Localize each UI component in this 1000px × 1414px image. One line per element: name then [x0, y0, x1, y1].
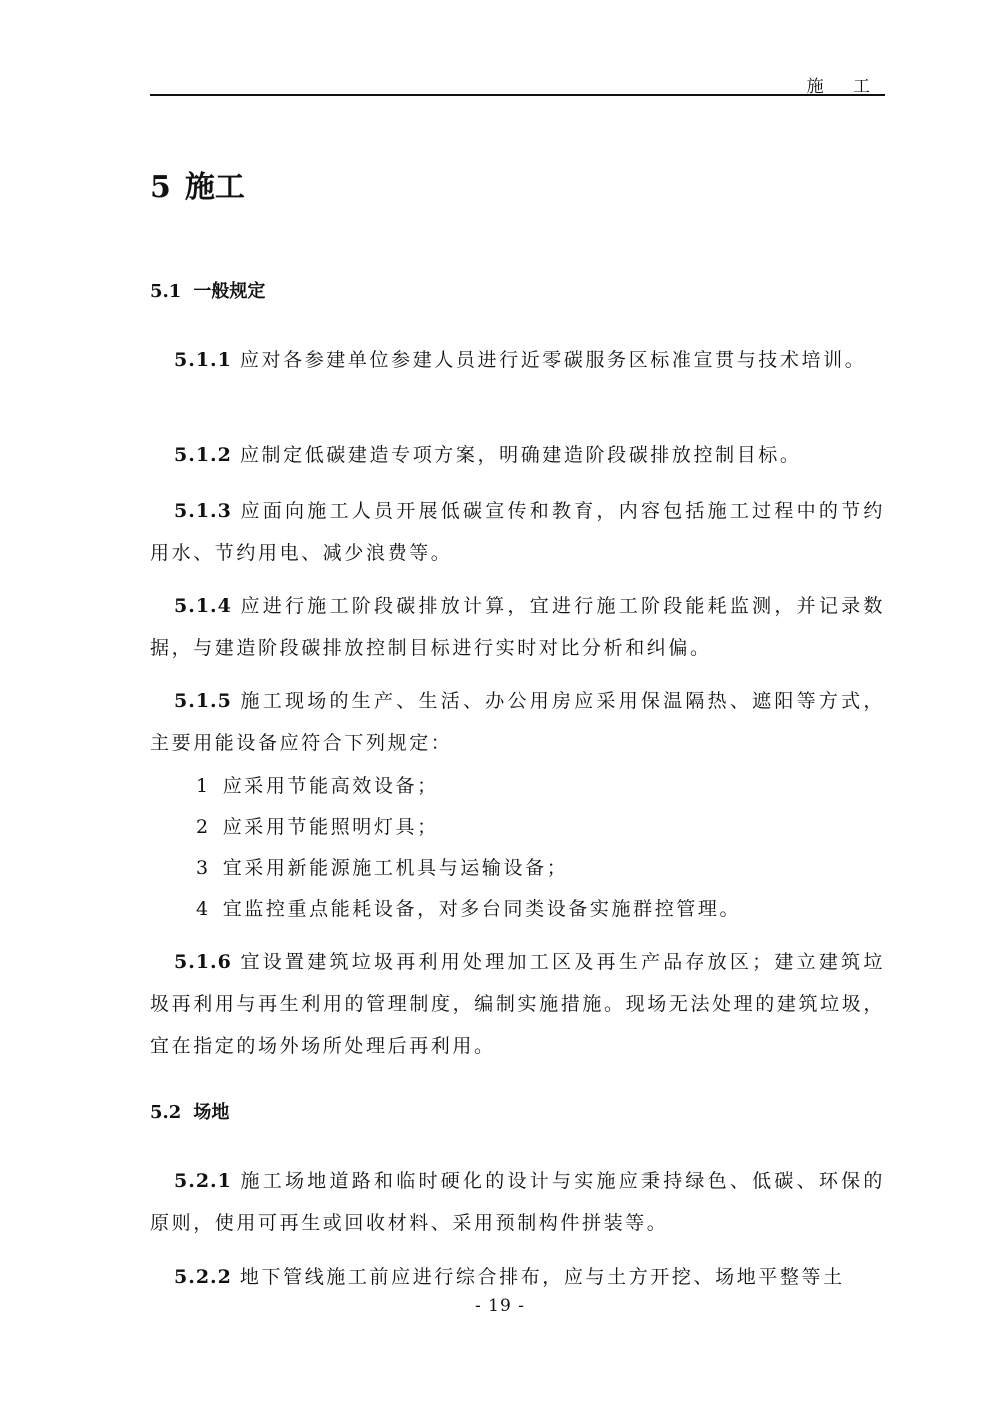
clause-text: 施工现场的生产、生活、办公用房应采用保温隔热、遮阳等方式，主要用能设备应符合下列规定：: [150, 690, 885, 754]
clause-number: 5.1.4: [174, 595, 232, 617]
clause-5-2-2: [150, 1256, 885, 1298]
list-item: [196, 765, 439, 807]
running-header: 施 工: [806, 77, 882, 97]
section-number: 5.1: [150, 281, 182, 302]
list-item-number: 4: [196, 898, 211, 920]
list-item-text: 应采用节能照明灯具；: [222, 816, 439, 838]
list-item-text: 宜监控重点能耗设备，对多台同类设备实施群控管理。: [222, 898, 742, 920]
clause-text: 应面向施工人员开展低碳宣传和教育，内容包括施工过程中的节约用水、节约用电、减少浪费等。: [150, 500, 885, 564]
clause-number: 5.1.1: [174, 349, 232, 371]
clause-5-1-2: [150, 434, 885, 476]
clause-text: 地下管线施工前应进行综合排布，应与土方开挖、场地平整等土: [239, 1266, 845, 1288]
clause-5-1-6: [150, 941, 885, 1067]
section-title-5-2: [150, 1098, 229, 1128]
chapter-title: [150, 166, 245, 210]
list-item: [196, 847, 568, 889]
clause-5-1-4: [150, 585, 885, 669]
clause-text: 应进行施工阶段碳排放计算，宜进行施工阶段能耗监测，并记录数据，与建造阶段碳排放控制目标进行实时对比分析和纠偏。: [150, 595, 885, 659]
clause-number: 5.1.6: [174, 951, 232, 973]
section-title-5-1: [150, 277, 265, 307]
clause-5-1-1: [150, 339, 885, 381]
clause-text: 施工场地道路和临时硬化的设计与实施应秉持绿色、低碳、环保的原则，使用可再生或回收材料、采用预制构件拼装等。: [150, 1170, 885, 1234]
section-title-text: 一般规定: [193, 281, 266, 302]
chapter-number: 5: [150, 170, 171, 205]
clause-number: 5.2.2: [174, 1266, 232, 1288]
header-rule: [150, 94, 885, 96]
list-item-text: 应采用节能高效设备；: [222, 775, 439, 797]
list-item-number: 2: [196, 816, 211, 838]
chapter-title-text: 施工: [184, 170, 245, 205]
section-title-text: 场地: [193, 1102, 230, 1123]
list-item: [196, 806, 439, 848]
clause-5-2-1: [150, 1160, 885, 1244]
list-item-number: 1: [196, 775, 211, 797]
page-number: - 19 -: [475, 1296, 525, 1316]
clause-5-1-5: [150, 680, 885, 764]
list-item: [196, 888, 741, 930]
clause-number: 5.1.5: [174, 690, 232, 712]
clause-text: 应对各参建单位参建人员进行近零碳服务区标准宣贯与技术培训。: [239, 349, 867, 371]
clause-number: 5.1.3: [174, 500, 232, 522]
clause-5-1-3: [150, 490, 885, 574]
clause-number: 5.1.2: [174, 444, 232, 466]
clause-text: 应制定低碳建造专项方案，明确建造阶段碳排放控制目标。: [239, 444, 802, 466]
clause-text: 宜设置建筑垃圾再利用处理加工区及再生产品存放区；建立建筑垃圾再利用与再生利用的管理制度，编制实施措施。现场无法处理的建筑垃圾，宜在指定的场外场所处理后再利用。: [150, 951, 885, 1057]
list-item-number: 3: [196, 857, 211, 879]
section-number: 5.2: [150, 1102, 182, 1123]
clause-number: 5.2.1: [174, 1170, 232, 1192]
list-item-text: 宜采用新能源施工机具与运输设备；: [222, 857, 569, 879]
